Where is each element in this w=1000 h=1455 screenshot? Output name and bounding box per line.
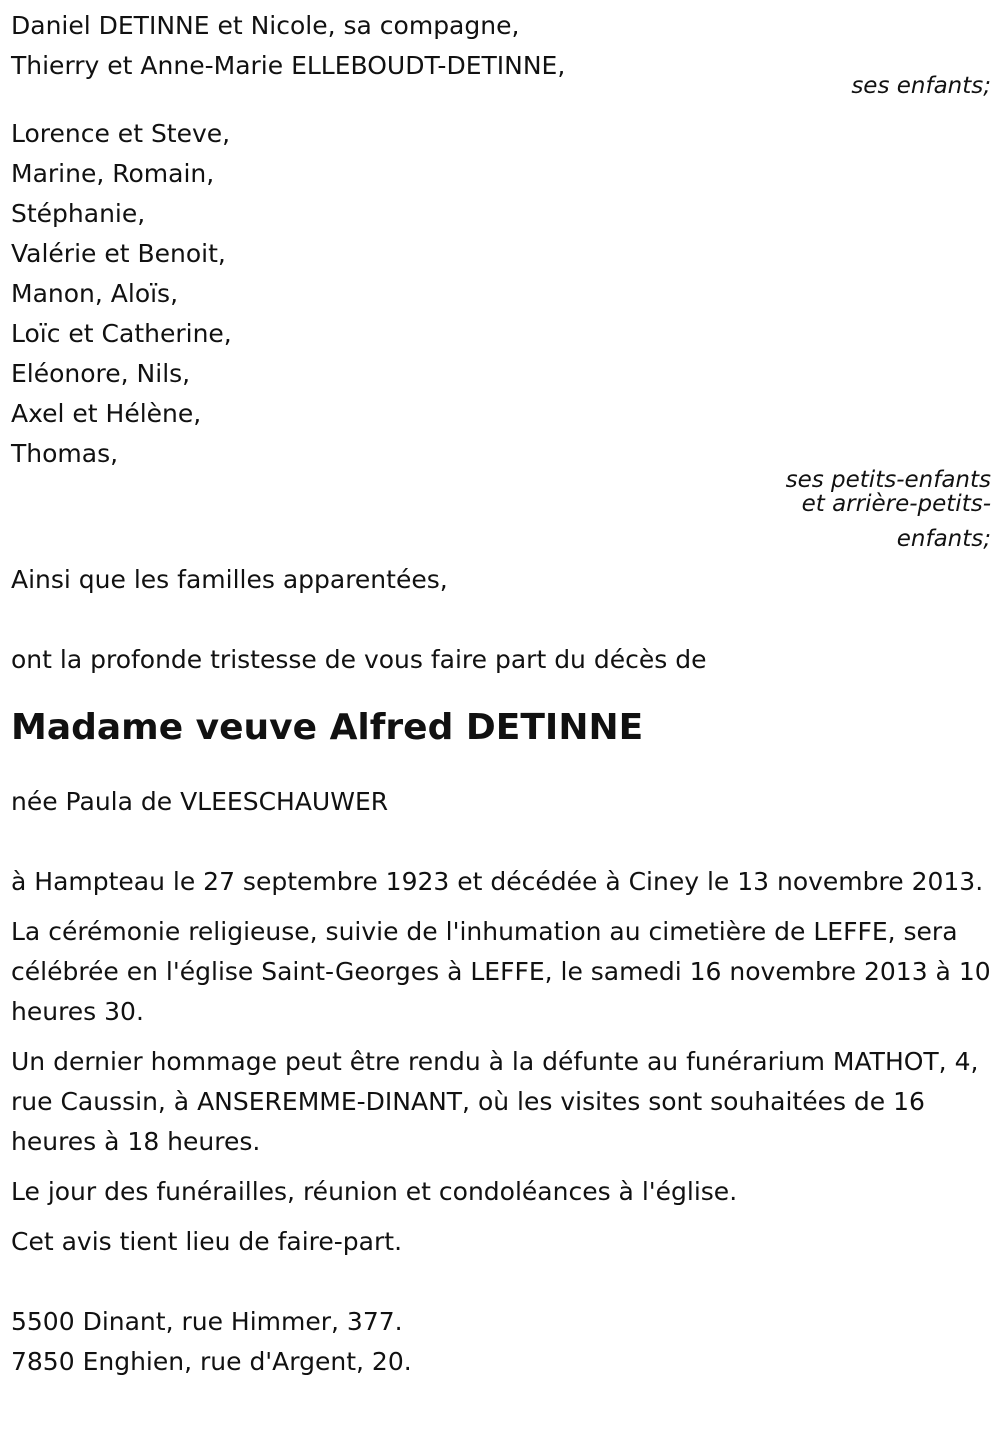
child-line: Daniel DETINNE et Nicole, sa compagne, — [11, 11, 520, 40]
grandchildren-label: et arrière-petits- — [801, 491, 991, 517]
grandchild-line: Stéphanie, — [11, 199, 146, 228]
grandchild-line: Thomas, — [11, 439, 119, 468]
children-label: ses enfants; — [851, 73, 991, 99]
grandchild-line: Loïc et Catherine, — [11, 319, 232, 348]
notice-paragraph: Cet avis tient lieu de faire-part. — [11, 1227, 403, 1256]
deceased-name: Madame veuve Alfred DETINNE — [11, 707, 644, 748]
ceremony-paragraph: La cérémonie religieuse, suivie de l'inhumation au cimetière de LEFFE, sera célébrée en l'église Saint-Georges à LEFFE, le samedi 16 novembre 2013 à 10 heures 30. — [11, 917, 991, 1026]
families-line: Ainsi que les familles apparentées, — [11, 565, 448, 594]
tribute-paragraph: Un dernier hommage peut être rendu à la défunte au funérarium MATHOT, 4, rue Caussin, à ANSEREMME-DINANT, où les visites sont souhaitées de 16 heures à 18 heures. — [11, 1047, 979, 1156]
address-line: 7850 Enghien, rue d'Argent, 20. — [11, 1347, 412, 1376]
address-line: 5500 Dinant, rue Himmer, 377. — [11, 1307, 403, 1336]
grandchild-line: Valérie et Benoit, — [11, 239, 226, 268]
grandchild-line: Manon, Aloïs, — [11, 279, 179, 308]
grandchild-line: Axel et Hélène, — [11, 399, 202, 428]
condolences-paragraph: Le jour des funérailles, réunion et condoléances à l'église. — [11, 1177, 738, 1206]
birth-death-paragraph: à Hampteau le 27 septembre 1923 et décédée à Ciney le 13 novembre 2013. — [11, 867, 984, 896]
grandchildren-label: ses petits-enfants — [785, 467, 991, 493]
grandchildren-label: enfants; — [896, 526, 991, 552]
child-line: Thierry et Anne-Marie ELLEBOUDT-DETINNE, — [11, 51, 566, 80]
obituary-notice — [11, 6, 991, 1382]
grandchild-line: Lorence et Steve, — [11, 119, 231, 148]
grandchild-line: Marine, Romain, — [11, 159, 215, 188]
grandchild-line: Eléonore, Nils, — [11, 359, 191, 388]
announcement: ont la profonde tristesse de vous faire part du décès de — [11, 645, 707, 674]
maiden-name: née Paula de VLEESCHAUWER — [11, 787, 389, 816]
